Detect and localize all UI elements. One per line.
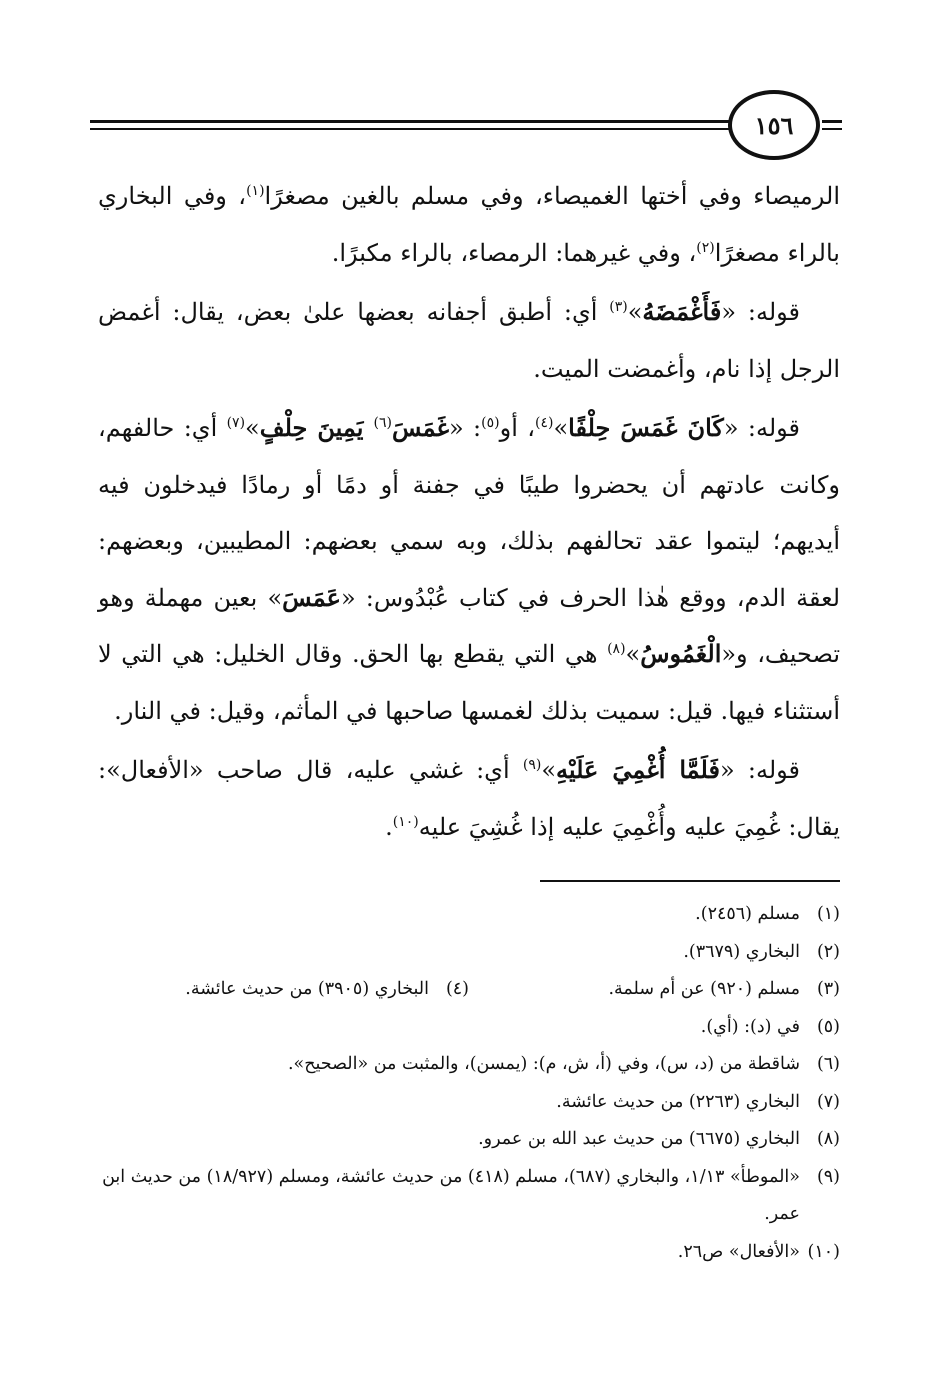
footnote-ref-10[interactable]: (١٠): [392, 813, 419, 830]
header-rule-thin: [90, 128, 730, 130]
text-span: قوله: «: [721, 298, 800, 326]
footnote-text: البخاري (٣٦٧٩).: [683, 941, 800, 962]
text-span: أي: حالفهم، وكانت عادتهم أن يحضروا طيبًا في جفنة أو دمًا أو رمادًا فيدخلون فيه أيديهم؛ ليتموا عقد تحالفهم بذلك، وبه سمي بعضهم: المطيبين، وبعضهم: لعقة الدم، ووقع هٰذا الحرف في كتاب عُبْدُوس: «: [98, 414, 841, 612]
footnote-number: (١٠): [807, 1241, 840, 1262]
footnote-number: (٣): [816, 979, 840, 999]
text-span: ، وفي البخاري بالراء مصغرًا: [98, 182, 840, 267]
footnote-ref-3[interactable]: (٣): [609, 299, 628, 315]
footnote-number: (٥): [816, 1016, 840, 1037]
page-header: [90, 88, 842, 160]
footnote-text: البخاري (٦٦٧٥) من حديث عبد الله بن عمرو.: [478, 1129, 800, 1149]
footnote-ref-4[interactable]: (٤): [534, 415, 554, 431]
footnote-number: (٢): [816, 941, 840, 962]
text-span: »: [541, 756, 556, 784]
footnote-ref-5[interactable]: (٥): [481, 415, 500, 431]
footnote-number: (٤): [445, 979, 469, 999]
footnote-number: (٩): [816, 1166, 840, 1187]
footnote-5: [98, 1009, 840, 1047]
paragraph-4: [98, 742, 840, 855]
footnote-ref-9[interactable]: (٩): [522, 757, 542, 773]
footnote-ref-2[interactable]: (٢): [696, 239, 715, 256]
footnote-ref-6[interactable]: (٦): [373, 415, 393, 431]
footnotes: [98, 896, 840, 1271]
text-span: »: [625, 640, 641, 668]
footnote-number: (٨): [816, 1129, 840, 1149]
text-span: ، أو: [499, 414, 535, 442]
paragraph-2: [98, 284, 840, 397]
text-span: » بعين مهملة وهو تصحيف، و«: [98, 583, 841, 668]
footnote-text: مسلم (٩٢٠) عن أم سلمة.: [608, 979, 800, 999]
text-span: أي: أطبق أجفانه بعضها علىٰ بعض، يقال: أغمض الرجل إذا نام، وأغمضت الميت.: [98, 298, 840, 383]
text-span: هي التي يقطع بها الحق. وقال الخليل: هي التي لا أستثناء فيها. قيل: سميت بذلك لغمسها صاحبها في المأثم، وقيل: في النار.: [98, 640, 840, 725]
footnote-text: مسلم (٢٤٥٦).: [695, 904, 800, 924]
text-span: قوله: «: [719, 756, 801, 784]
text-span: : «: [449, 414, 482, 442]
footnote-separator: [540, 880, 840, 882]
header-rule-right: [822, 120, 842, 123]
footnote-ref-7[interactable]: (٧): [226, 415, 246, 431]
hadith-quote: فَأَغْمَضَهُ: [642, 297, 722, 326]
paragraph-3: [98, 400, 840, 739]
text-span: أي: غشي عليه، قال صاحب «الأفعال»: يقال: غُمِيَ عليه وأُغْمِيَ عليه إذا غُشِيَ عليه: [98, 756, 840, 841]
footnote-text: «الأفعال» ص٢٦.: [677, 1241, 800, 1262]
page-number: ١٥٦: [728, 90, 820, 160]
hadith-quote: كَانَ غَمَسَ حِلْفًا: [568, 413, 724, 442]
footnote-9: [98, 1159, 840, 1234]
header-rule-right-thin: [822, 128, 842, 130]
footnote-6: [98, 1046, 840, 1084]
hadith-quote: الْغَمُوسُ: [640, 639, 722, 668]
footnote-text: البخاري (٣٩٠٥) من حديث عائشة.: [185, 979, 429, 999]
header-rule: [90, 120, 730, 123]
footnote-row-3-4: [98, 971, 840, 1009]
footnote-8: [98, 1121, 840, 1159]
hadith-quote: يَمِينَ حِلْفٍ: [259, 413, 374, 442]
footnote-text: في (د): (أي).: [700, 1016, 800, 1037]
text-span: »: [627, 298, 643, 326]
footnote-1: [98, 896, 840, 934]
hadith-quote: فَلَمَّا أُغْمِيَ عَلَيْهِ: [556, 755, 720, 784]
footnote-2: [98, 934, 840, 972]
footnote-number: (٧): [816, 1091, 840, 1112]
footnote-3: [469, 971, 840, 1009]
footnote-text: «الموطأ» ١/١٣، والبخاري (٦٨٧)، مسلم (٤١٨) من حديث عائشة، ومسلم (١٨/٩٢٧) من حديث ابن عمر.: [102, 1166, 800, 1224]
text-span: »: [245, 414, 260, 442]
text-span: .: [385, 812, 393, 841]
footnote-7: [98, 1084, 840, 1122]
text-span: »: [553, 414, 569, 442]
footnote-4: [98, 971, 469, 1009]
text-span: قوله: «: [723, 414, 801, 442]
paragraph-1: [98, 168, 840, 281]
footnote-text: شاقطة من (د، س)، وفي (أ، ش، م): (يمسن)، والمثبت من «الصحيح».: [287, 1054, 800, 1074]
footnote-ref-8[interactable]: (٨): [607, 641, 626, 657]
main-text: [98, 168, 840, 858]
footnote-ref-1[interactable]: (١): [246, 183, 265, 199]
footnote-text: البخاري (٢٢٦٣) من حديث عائشة.: [556, 1091, 800, 1112]
footnote-10: [98, 1234, 840, 1272]
hadith-quote: غَمَسَ: [392, 413, 450, 442]
text-span: الرميصاء وفي أختها الغميصاء، وفي مسلم بالغين مصغرًا: [264, 182, 841, 210]
footnote-number: (٦): [816, 1054, 840, 1074]
hadith-quote: عَمَسَ: [282, 582, 341, 612]
footnote-number: (١): [816, 904, 840, 924]
text-span: ، وفي غيرهما: الرمصاء، بالراء مكبرًا.: [331, 238, 697, 267]
